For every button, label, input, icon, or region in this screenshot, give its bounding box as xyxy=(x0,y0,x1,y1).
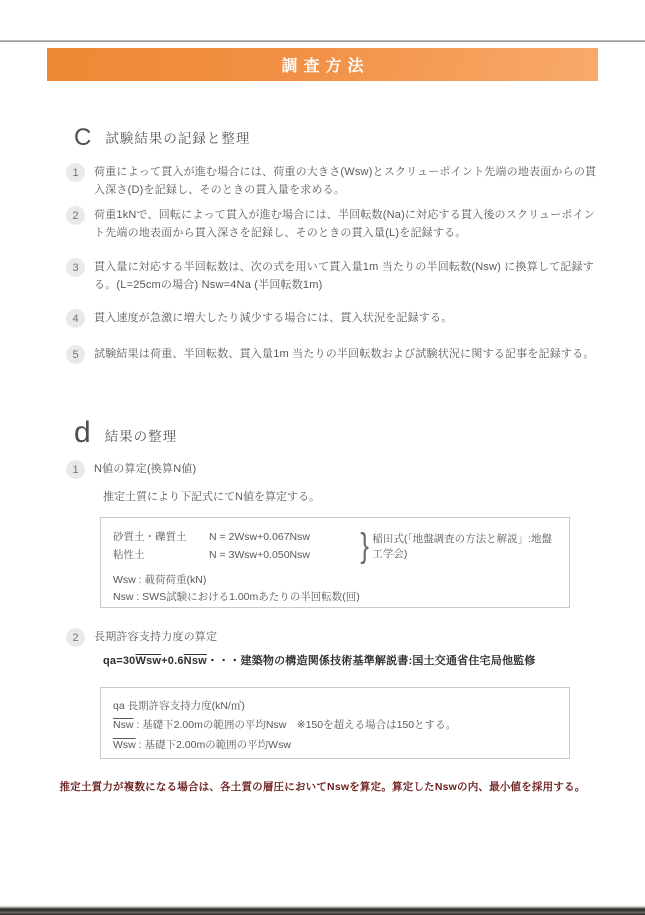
formula-text: N = 2Wsw+0.067Nsw xyxy=(209,531,310,543)
bearing-capacity-legend-box xyxy=(100,687,570,759)
formula-area xyxy=(113,528,557,565)
item-number-badge: 1 xyxy=(66,460,85,479)
wsw-mean-symbol: $\overline{Wsw}$ xyxy=(135,655,162,667)
item-number-badge: 1 xyxy=(66,163,85,182)
n-value-formulas xyxy=(209,528,357,565)
item-title: N値の算定(換算N値) xyxy=(94,463,197,475)
qa-definition-line: qa 長期許容支持力度(kN/㎡) xyxy=(113,700,245,712)
item-number-badge: 3 xyxy=(66,258,85,277)
inada-formula-reference: 稲田式(「地盤調査の方法と解説」:地盤工学会) xyxy=(372,533,553,561)
item-number-badge: 2 xyxy=(66,628,85,647)
section-c-title: 試験結果の記録と整理 xyxy=(105,131,251,146)
formula-reference: ・・・建築物の構造関係技術基準解説書:国土交通省住宅局他監修 xyxy=(206,655,536,667)
section-c-heading xyxy=(74,126,250,150)
item-number-badge: 5 xyxy=(66,345,85,364)
wsw-mean-definition-line xyxy=(113,736,557,755)
formula-text: N = 3Wsw+0.050Nsw xyxy=(209,549,310,562)
section-d-letter: d xyxy=(74,416,91,449)
soil-type-label: 粘性土 xyxy=(113,549,145,562)
formula-part: +0.6 xyxy=(161,655,184,667)
wsw-mean-symbol: $\overline{Wsw}$ xyxy=(113,738,136,751)
page-header-bar xyxy=(47,48,598,81)
wsw-mean-definition-text: : 基礎下2.00mの範囲の平均Wsw xyxy=(135,738,291,751)
list-item xyxy=(66,163,600,200)
red-caution-note: 推定土質力が複数になる場合は、各土質の層圧においてNswを算定。算定したNswの内、最小値を採用する。 xyxy=(59,781,586,793)
list-item xyxy=(66,345,600,364)
list-item xyxy=(66,206,600,243)
list-item xyxy=(66,628,600,647)
n-value-formula-box xyxy=(100,517,570,608)
list-item xyxy=(66,460,600,479)
soil-type-label: 砂質土・礫質土 xyxy=(113,531,187,543)
n-value-intro: 推定土質により下記式にてN値を算定する。 xyxy=(103,491,320,503)
item-text: 試験結果は荷重、半回転数、貫入量1m 当たりの半回転数および試験状況に関する記事を記録する。 xyxy=(94,348,595,360)
item-number-badge: 4 xyxy=(66,309,85,328)
soil-type-labels xyxy=(113,528,209,565)
formula-legend xyxy=(113,572,557,606)
item-number-badge: 2 xyxy=(66,206,85,225)
list-item xyxy=(66,258,600,295)
formula-part: qa=30 xyxy=(103,655,136,667)
nsw-mean-definition-text: : 基礎下2.00mの範囲の平均Nsw ※150を超える場合は150とする。 xyxy=(133,719,457,732)
section-c-letter: C xyxy=(74,124,92,151)
list-item xyxy=(66,309,600,328)
bearing-capacity-formula xyxy=(103,652,536,668)
legend-line-nsw: Nsw : SWS試験における1.00mあたりの半回転数(回) xyxy=(113,590,360,603)
section-d-heading xyxy=(74,418,177,448)
nsw-mean-definition-line xyxy=(113,716,557,735)
item-text: 荷重1kNで、回転によって貫入が進む場合には、半回転数(Na)に対応する貫入後のスクリューポイント先端の地表面から貫入深さを記録し、そのときの貫入量(L)を記録する。 xyxy=(94,209,595,240)
item-text: 貫入量に対応する半回転数は、次の式を用いて貫入量1m 当たりの半回転数(Nsw) に換算して記録する。(L=25cmの場合) Nsw=4Na (半回転数1m) xyxy=(94,261,594,292)
nsw-mean-symbol: $\overline{Nsw}$ xyxy=(183,655,207,667)
brace-icon: } xyxy=(360,527,369,566)
page-title: 調査方法 xyxy=(281,58,370,75)
item-text: 荷重によって貫入が進む場合には、荷重の大きさ(Wsw)とスクリューポイント先端の地表面からの貫入深さ(D)を記録し、そのときの貫入量を求める。 xyxy=(94,166,597,197)
item-title: 長期許容支持力度の算定 xyxy=(94,631,218,643)
top-divider xyxy=(0,40,645,42)
nsw-mean-symbol: $\overline{Nsw}$ xyxy=(113,719,134,732)
section-d-title: 結果の整理 xyxy=(104,429,178,444)
legend-line-wsw: Wsw : 載荷荷重(kN) xyxy=(113,573,207,586)
bottom-page-edge xyxy=(0,905,645,915)
item-text: 貫入速度が急激に増大したり減少する場合には、貫入状況を記録する。 xyxy=(94,312,453,324)
